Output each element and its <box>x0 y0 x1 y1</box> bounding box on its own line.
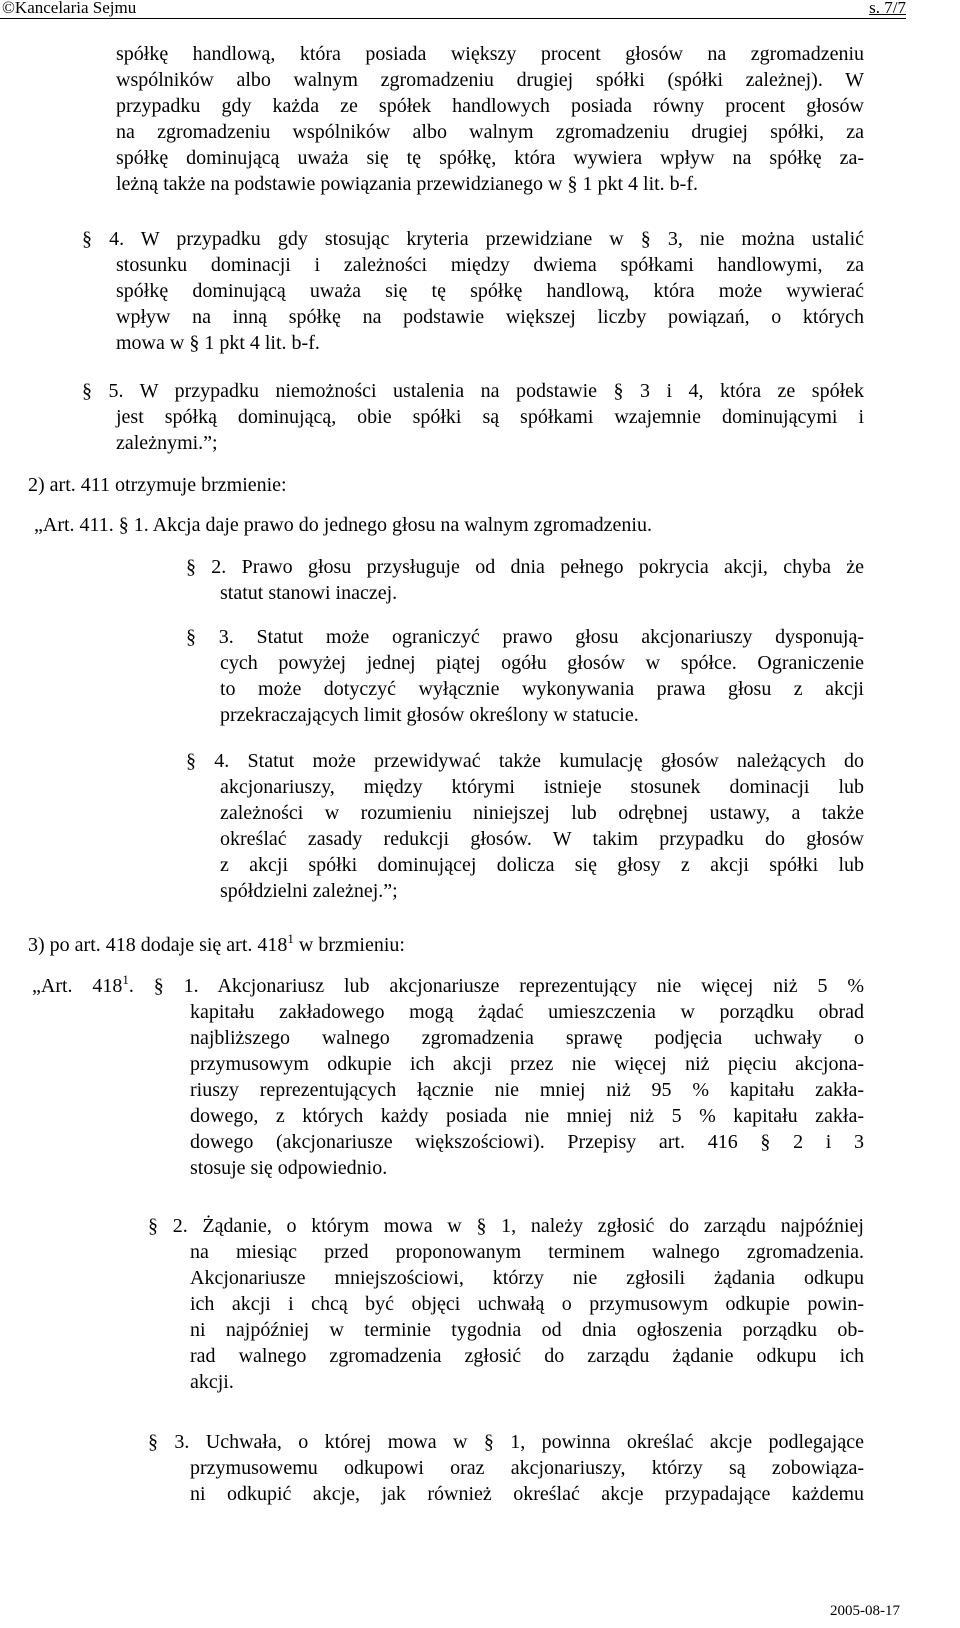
header-page-number[interactable]: s. 7/7 <box>869 0 906 17</box>
text-line: riuszy reprezentujących łącznie nie mniej niż 95 % kapitału zakła- <box>190 1079 864 1101</box>
text-line <box>32 973 864 999</box>
art-418-1-pre: „Art. 418 <box>32 975 123 997</box>
text-line: wspólników albo walnym zgromadzeniu drugiej spółki (spółki zależnej). W <box>116 69 864 91</box>
text-line <box>28 932 728 958</box>
art-411-section-4 <box>186 748 864 904</box>
text-line: spółkę dominującą uważa się tę spółkę handlową, która może wywierać <box>116 280 864 302</box>
text-line: § 4. Statut może przewidywać także kumulację głosów należących do <box>186 750 864 772</box>
paragraph-continuation <box>116 41 864 197</box>
item-3-after: w brzmieniu: <box>293 934 405 956</box>
text-line: stosuje się odpowiednio. <box>190 1157 388 1179</box>
art-411-section-2 <box>186 554 864 606</box>
text-line: leżną także na podstawie powiązania przewidzianego w § 1 pkt 4 lit. b-f. <box>116 173 699 195</box>
art-418-1-section-3 <box>148 1429 864 1507</box>
text-line: § 3. Uchwała, o której mowa w § 1, powinna określać akcje podlegające <box>148 1431 864 1453</box>
text-line: § 3. Statut może ograniczyć prawo głosu akcjonariuszy dysponują- <box>186 626 864 648</box>
text-line: mowa w § 1 pkt 4 lit. b-f. <box>116 332 320 354</box>
text-line: przymusowym odkupie ich akcji przez nie więcej niż pięciu akcjona- <box>190 1053 864 1075</box>
text-line: „Art. 411. § 1. Akcja daje prawo do jednego głosu na walnym zgromadzeniu. <box>34 514 652 536</box>
paragraph-section-5 <box>82 378 864 456</box>
text-line: z akcji spółki dominującej dolicza się głosy z akcji spółki lub <box>220 854 864 876</box>
item-3-text: 3) po art. 418 dodaje się art. 418 <box>28 934 288 956</box>
text-line: Akcjonariusze mniejszościowi, którzy nie zgłosili żądania odkupu <box>190 1267 864 1289</box>
text-line: zależności w rozumieniu niniejszej lub odrębnej ustawy, a także <box>220 802 864 824</box>
text-line: § 2. Żądanie, o którym mowa w § 1, należy zgłosić do zarządu najpóźniej <box>148 1215 864 1237</box>
text-line: spółkę dominującą uważa się tę spółkę, która wywiera wpływ na spółkę za- <box>116 147 864 169</box>
amendment-item-2 <box>28 472 628 498</box>
text-line: na miesiąc przed proponowanym terminem walnego zgromadzenia. <box>190 1241 864 1263</box>
text-line: § 5. W przypadku niemożności ustalenia na podstawie § 3 i 4, która ze spółek <box>82 380 864 402</box>
text-line: 2) art. 411 otrzymuje brzmienie: <box>28 474 287 496</box>
page-header <box>0 0 960 22</box>
art-411-section-1 <box>34 512 834 538</box>
header-source-link[interactable]: ©Kancelaria Sejmu <box>2 0 137 17</box>
art-411-section-3 <box>186 624 864 728</box>
art-418-1-section-2 <box>148 1213 864 1395</box>
text-line: ni najpóźniej w terminie tygodnia od dnia ogłoszenia porządku ob- <box>190 1319 864 1341</box>
text-line: cych powyżej jednej piątej ogółu głosów w spółce. Ograniczenie <box>220 652 864 674</box>
text-line: na zgromadzeniu wspólników albo walnym zgromadzeniu drugiej spółki, za <box>116 121 864 143</box>
amendment-item-3 <box>28 932 728 958</box>
text-line: jest spółką dominującą, obie spółki są spółkami wzajemnie dominującymi i <box>116 406 864 428</box>
footer-date: 2005-08-17 <box>830 1603 900 1619</box>
superscript: 1 <box>122 972 129 987</box>
text-line: to może dotyczyć wyłącznie wykonywania prawa głosu z akcji <box>220 678 864 700</box>
text-line: wpływ na inną spółkę na podstawie większej liczby powiązań, o których <box>116 306 864 328</box>
text-line: akcji. <box>190 1371 234 1393</box>
text-line: przymusowemu odkupowi oraz akcjonariuszy, którzy są zobowiąza- <box>190 1457 864 1479</box>
text-line: dowego, z których każdy posiada nie mniej niż 5 % kapitału zakła- <box>190 1105 864 1127</box>
text-line: najbliższego walnego zgromadzenia sprawę podjęcia uchwały o <box>190 1027 864 1049</box>
text-line: akcjonariuszy, między którymi istnieje stosunek dominacji lub <box>220 776 864 798</box>
text-line: stosunku dominacji i zależności między dwiema spółkami handlowymi, za <box>116 254 864 276</box>
text-line: § 4. W przypadku gdy stosując kryteria przewidziane w § 3, nie można ustalić <box>82 228 864 250</box>
art-418-1-post: . § 1. Akcjonariusz lub akcjonariusze reprezentujący nie więcej niż 5 % <box>128 975 864 997</box>
header-divider <box>0 18 906 19</box>
text-line: ich akcji i chcą być objęci uchwałą o przymusowym odkupie powin- <box>190 1293 864 1315</box>
text-line: ni odkupić akcje, jak również określać akcje przypadające każdemu <box>190 1483 864 1505</box>
text-line: § 2. Prawo głosu przysługuje od dnia pełnego pokrycia akcji, chyba że <box>186 556 864 578</box>
text-line: określać zasady redukcji głosów. W takim przypadku do głosów <box>220 828 864 850</box>
art-418-1-section-1 <box>190 999 864 1181</box>
text-line: spółdzielni zależnej.”; <box>220 880 398 902</box>
text-line: przypadku gdy każda ze spółek handlowych posiada równy procent głosów <box>116 95 864 117</box>
text-line: kapitału zakładowego mogą żądać umieszczenia w porządku obrad <box>190 1001 864 1023</box>
paragraph-section-4 <box>82 226 864 356</box>
text-line: przekraczających limit głosów określony w statucie. <box>220 704 639 726</box>
art-418-1-head <box>32 973 864 999</box>
text-line: zależnymi.”; <box>116 432 218 454</box>
text-line: statut stanowi inaczej. <box>220 582 398 604</box>
text-line: rad walnego zgromadzenia zgłosić do zarządu żądanie odkupu ich <box>190 1345 864 1367</box>
superscript: 1 <box>287 931 294 946</box>
text-line: spółkę handlową, która posiada większy procent głosów na zgromadzeniu <box>116 43 864 65</box>
text-line: dowego (akcjonariusze większościowi). Przepisy art. 416 § 2 i 3 <box>190 1131 864 1153</box>
